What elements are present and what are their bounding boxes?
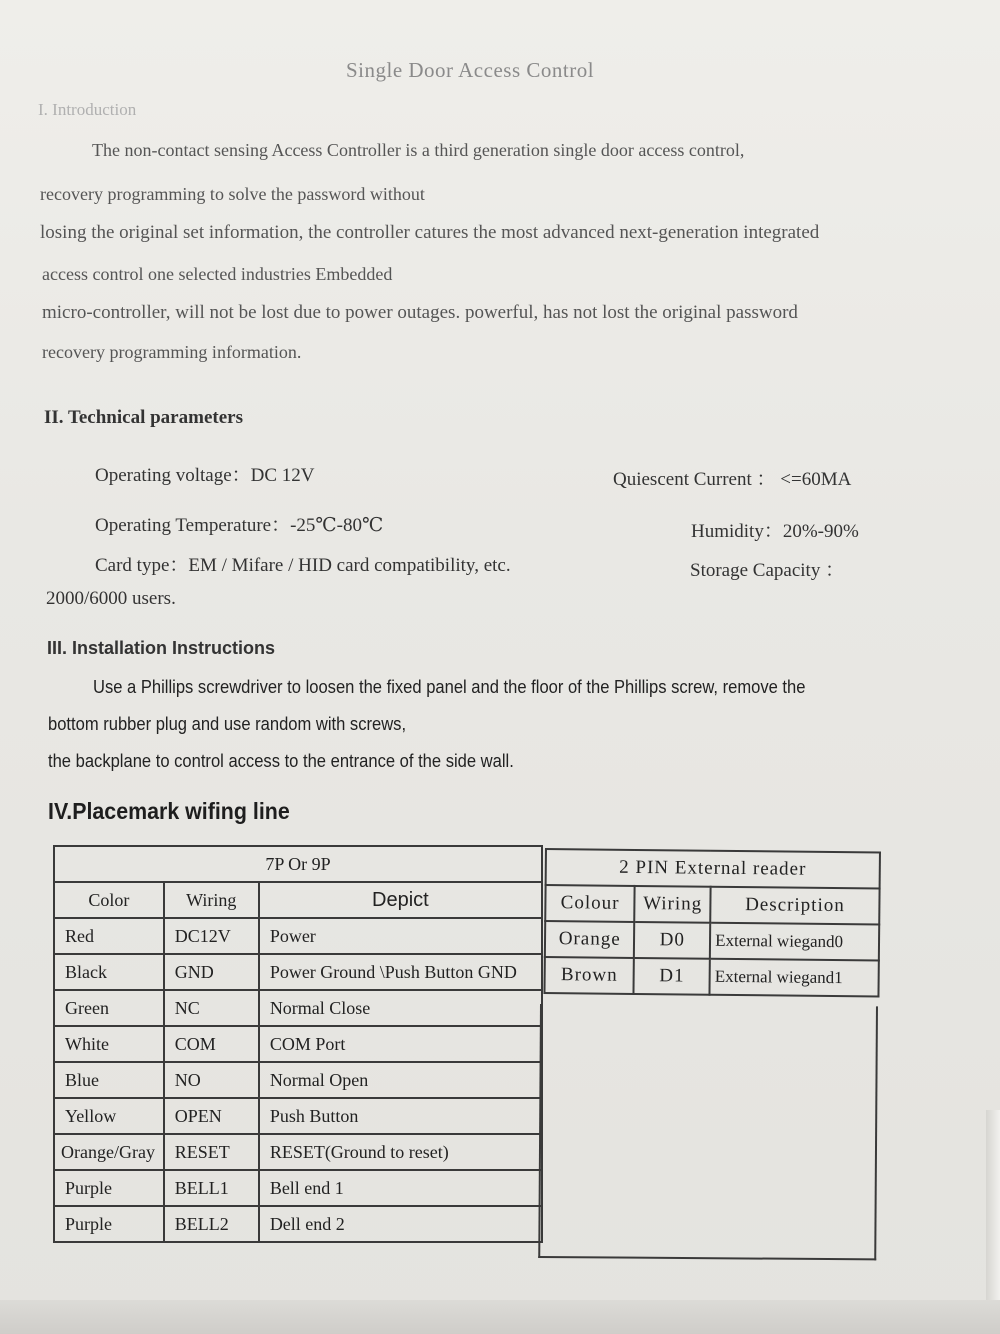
wire-color: Brown [544, 957, 634, 994]
external-table-group-header: 2 PIN External reader [546, 849, 880, 888]
wire-color: Purple [54, 1206, 164, 1242]
column-header-description: Description [710, 887, 879, 925]
wire-terminal: RESET [164, 1134, 259, 1170]
wire-terminal: OPEN [164, 1098, 259, 1134]
table-row [54, 1134, 542, 1170]
document-title: Single Door Access Control [345, 58, 595, 82]
table-row [54, 1170, 542, 1206]
wire-terminal: D1 [634, 958, 710, 995]
operating-voltage: Operating voltage：DC 12V [95, 465, 315, 486]
install-line-2: bottom rubber plug and use random with screws, [48, 714, 407, 734]
intro-line-1: The non-contact sensing Access Controller is a third generation single door access control, [92, 140, 745, 160]
wire-description: Push Button [259, 1098, 542, 1134]
wire-color: Green [54, 990, 164, 1026]
table-row [54, 1026, 542, 1062]
wire-description: Bell end 1 [259, 1170, 542, 1206]
intro-line-4: access control one selected industries Embedded [42, 264, 393, 284]
wire-description: External wiegand0 [710, 923, 879, 961]
wire-description: RESET(Ground to reset) [259, 1134, 542, 1170]
storage-capacity: Storage Capacity ： [690, 560, 845, 581]
install-line-1: Use a Phillips screwdriver to loosen the fixed panel and the floor of the Phillips screw, remove the [93, 677, 806, 697]
external-reader-table [543, 848, 881, 998]
wire-color: Purple [54, 1170, 164, 1206]
intro-line-2: recovery programming to solve the password without [40, 184, 425, 204]
page-bottom-edge [0, 1300, 1000, 1334]
wire-description: Power Ground \Push Button GND [259, 954, 542, 990]
table-row [54, 1062, 542, 1098]
operating-temperature: Operating Temperature：-25℃-80℃ [95, 515, 384, 536]
wire-terminal: BELL1 [164, 1170, 259, 1206]
column-header-colour: Colour [545, 885, 635, 922]
wire-terminal: NC [164, 990, 259, 1026]
main-table-group-header: 7P Or 9P [54, 846, 542, 882]
table-row [54, 918, 542, 954]
wire-terminal: NO [164, 1062, 259, 1098]
wire-color: Black [54, 954, 164, 990]
wire-color: Orange [545, 921, 635, 958]
column-header-depict: Depict [259, 882, 542, 918]
install-line-3: the backplane to control access to the entrance of the side wall. [48, 751, 514, 771]
wire-color: Orange/Gray [54, 1134, 164, 1170]
wire-color: Blue [54, 1062, 164, 1098]
storage-users: 2000/6000 users. [46, 588, 176, 609]
column-header-wiring: Wiring [635, 886, 711, 923]
wire-description: COM Port [259, 1026, 542, 1062]
wire-terminal: GND [164, 954, 259, 990]
wire-description: Normal Open [259, 1062, 542, 1098]
quiescent-current: Quiescent Current ： <=60MA [613, 469, 852, 490]
table-row [54, 1206, 542, 1242]
intro-line-6: recovery programming information. [42, 342, 302, 362]
wire-color: Red [54, 918, 164, 954]
column-header-color: Color [54, 882, 164, 918]
intro-line-5: micro-controller, will not be lost due to power outages. powerful, has not lost the original password [42, 302, 798, 323]
table-row [54, 1098, 542, 1134]
main-wiring-table [53, 845, 543, 1243]
table-row [544, 957, 878, 996]
wire-color: Yellow [54, 1098, 164, 1134]
wire-terminal: D0 [634, 922, 710, 959]
wire-description: External wiegand1 [710, 959, 879, 997]
table-row [545, 921, 879, 960]
column-header-wiring: Wiring [164, 882, 259, 918]
table-row [54, 954, 542, 990]
table-row [54, 990, 542, 1026]
install-heading: III. Installation Instructions [47, 638, 276, 658]
humidity: Humidity：20%-90% [691, 521, 859, 542]
wire-color: White [54, 1026, 164, 1062]
wire-description: Dell end 2 [259, 1206, 542, 1242]
tech-heading: II. Technical parameters [44, 407, 243, 428]
card-type: Card type：EM / Mifare / HID card compatibility, etc. [95, 555, 511, 576]
intro-line-3: losing the original set information, the controller catures the most advanced next-generation integrated [40, 222, 820, 243]
external-table-empty-area [538, 1004, 878, 1260]
wire-description: Normal Close [259, 990, 542, 1026]
intro-heading: I. Introduction [38, 100, 137, 119]
wire-terminal: BELL2 [164, 1206, 259, 1242]
wire-terminal: COM [164, 1026, 259, 1062]
wire-terminal: DC12V [164, 918, 259, 954]
wire-description: Power [259, 918, 542, 954]
wiring-heading: IV.Placemark wifing line [48, 798, 290, 824]
